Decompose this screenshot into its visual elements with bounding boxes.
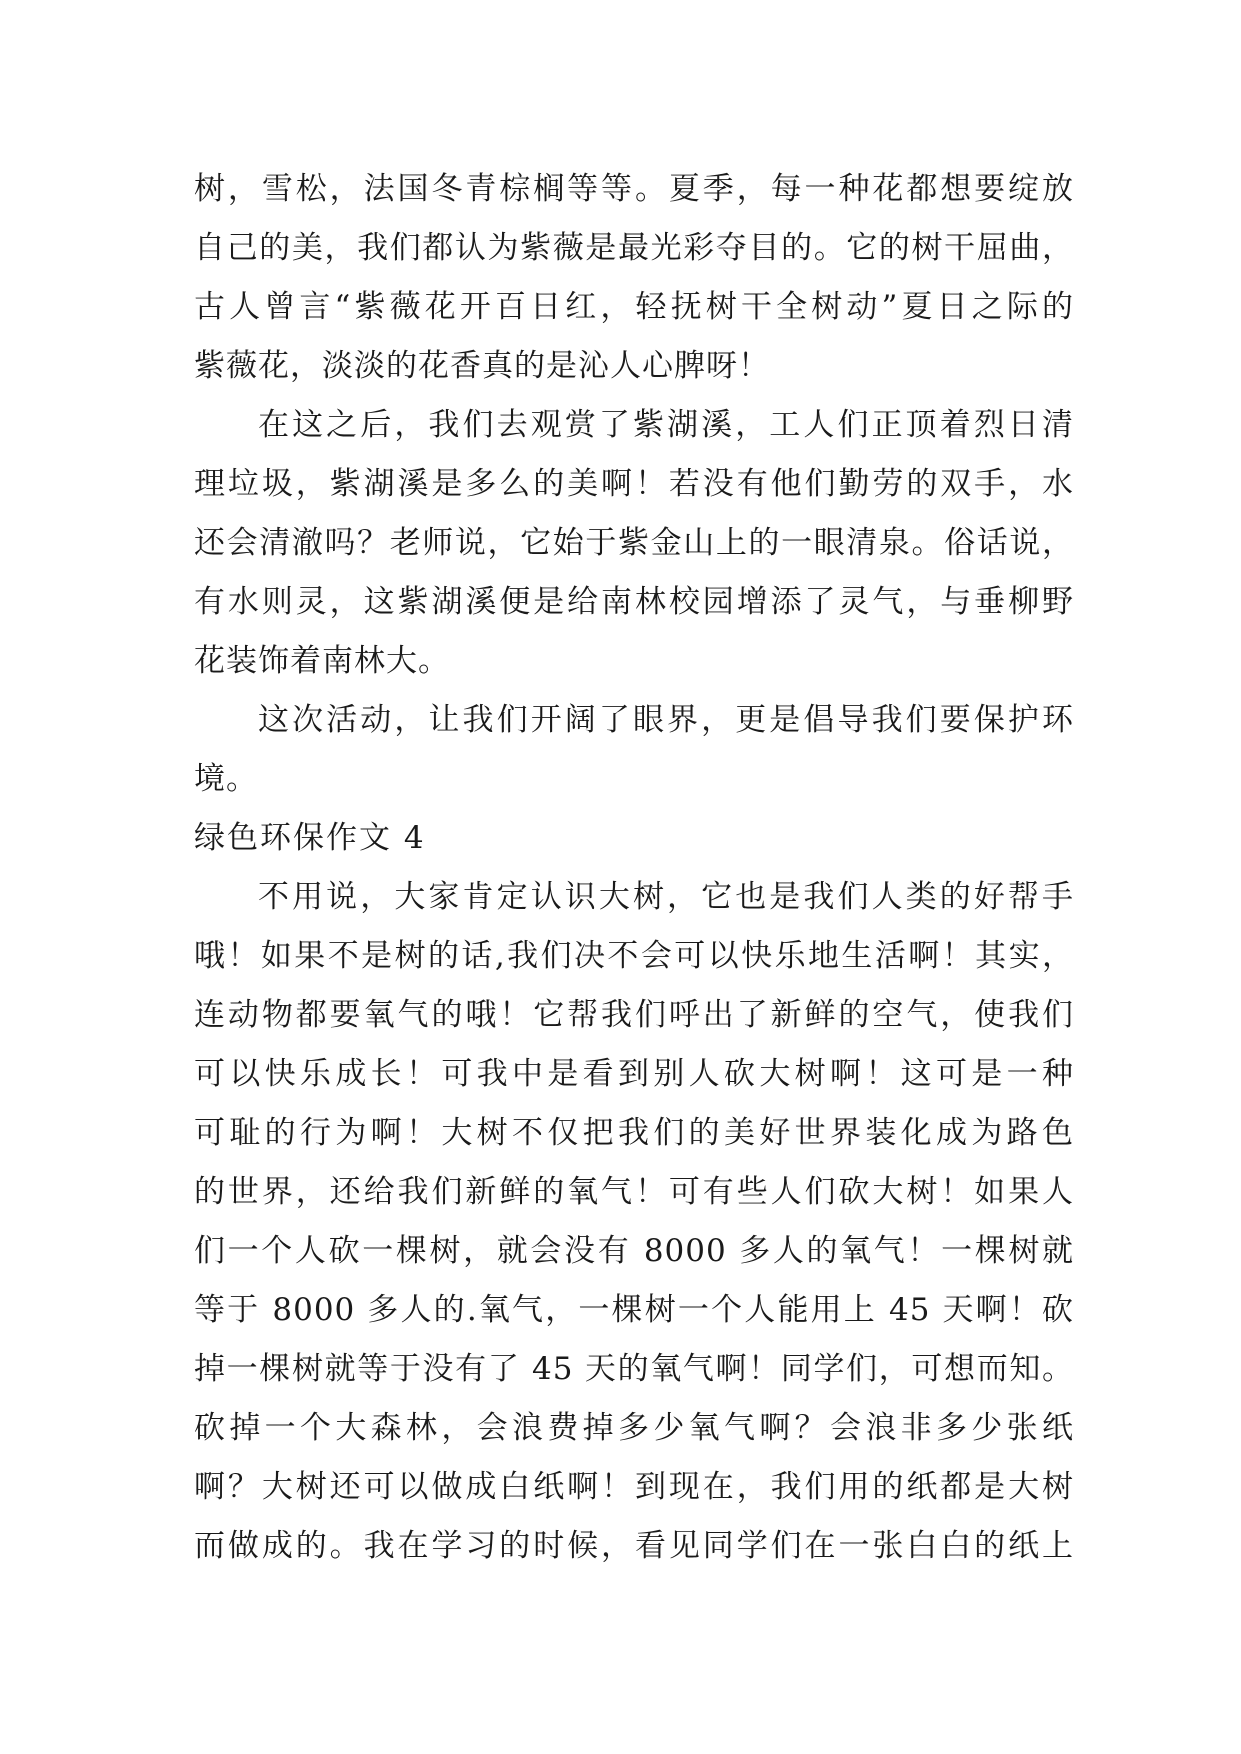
section-heading: 绿色环保作文 4 [194, 820, 426, 856]
text-line: 自己的美，我们都认为紫薇是最光彩夺目的。它的树干屈曲， [194, 230, 1074, 266]
text-line: 境。 [194, 761, 258, 797]
text-line: 可以快乐成长！可我中是看到别人砍大树啊！这可是一种 [194, 1056, 1074, 1092]
text-line: 在这之后，我们去观赏了紫湖溪，工人们正顶着烈日清 [258, 407, 1074, 443]
text-line: 古人曾言“紫薇花开百日红，轻抚树干全树动”夏日之际的 [194, 289, 1074, 325]
text-line: 连动物都要氧气的哦！它帮我们呼出了新鲜的空气，使我们 [194, 997, 1074, 1033]
text-line: 这次活动，让我们开阔了眼界，更是倡导我们要保护环 [258, 702, 1074, 738]
text-line: 掉一棵树就等于没有了 45 天的氧气啊！同学们，可想而知。 [194, 1351, 1074, 1387]
text-line: 还会清澈吗？老师说，它始于紫金山上的一眼清泉。俗话说， [194, 525, 1074, 561]
text-line: 紫薇花，淡淡的花香真的是沁人心脾呀！ [194, 348, 770, 384]
text-line: 哦！如果不是树的话,我们决不会可以快乐地生活啊！其实， [194, 938, 1074, 974]
document-body [194, 160, 1074, 1576]
text-line: 而做成的。我在学习的时候，看见同学们在一张白白的纸上 [194, 1528, 1074, 1564]
text-line: 不用说，大家肯定认识大树，它也是我们人类的好帮手 [258, 879, 1074, 915]
text-line: 们一个人砍一棵树，就会没有 8000 多人的氧气！一棵树就 [194, 1233, 1074, 1269]
text-line: 啊？大树还可以做成白纸啊！到现在，我们用的纸都是大树 [194, 1469, 1074, 1505]
text-line: 理垃圾，紫湖溪是多么的美啊！若没有他们勤劳的双手，水 [194, 466, 1074, 502]
text-line: 树，雪松，法国冬青棕榈等等。夏季，每一种花都想要绽放 [194, 171, 1074, 207]
text-line: 等于 8000 多人的.氧气，一棵树一个人能用上 45 天啊！砍 [194, 1292, 1074, 1328]
text-line: 的世界，还给我们新鲜的氧气！可有些人们砍大树！如果人 [194, 1174, 1074, 1210]
text-line: 花装饰着南林大。 [194, 643, 450, 679]
text-line: 有水则灵，这紫湖溪便是给南林校园增添了灵气，与垂柳野 [194, 584, 1074, 620]
text-line: 可耻的行为啊！大树不仅把我们的美好世界装化成为路色 [194, 1115, 1074, 1151]
text-line: 砍掉一个大森林，会浪费掉多少氧气啊？会浪非多少张纸 [194, 1410, 1074, 1446]
